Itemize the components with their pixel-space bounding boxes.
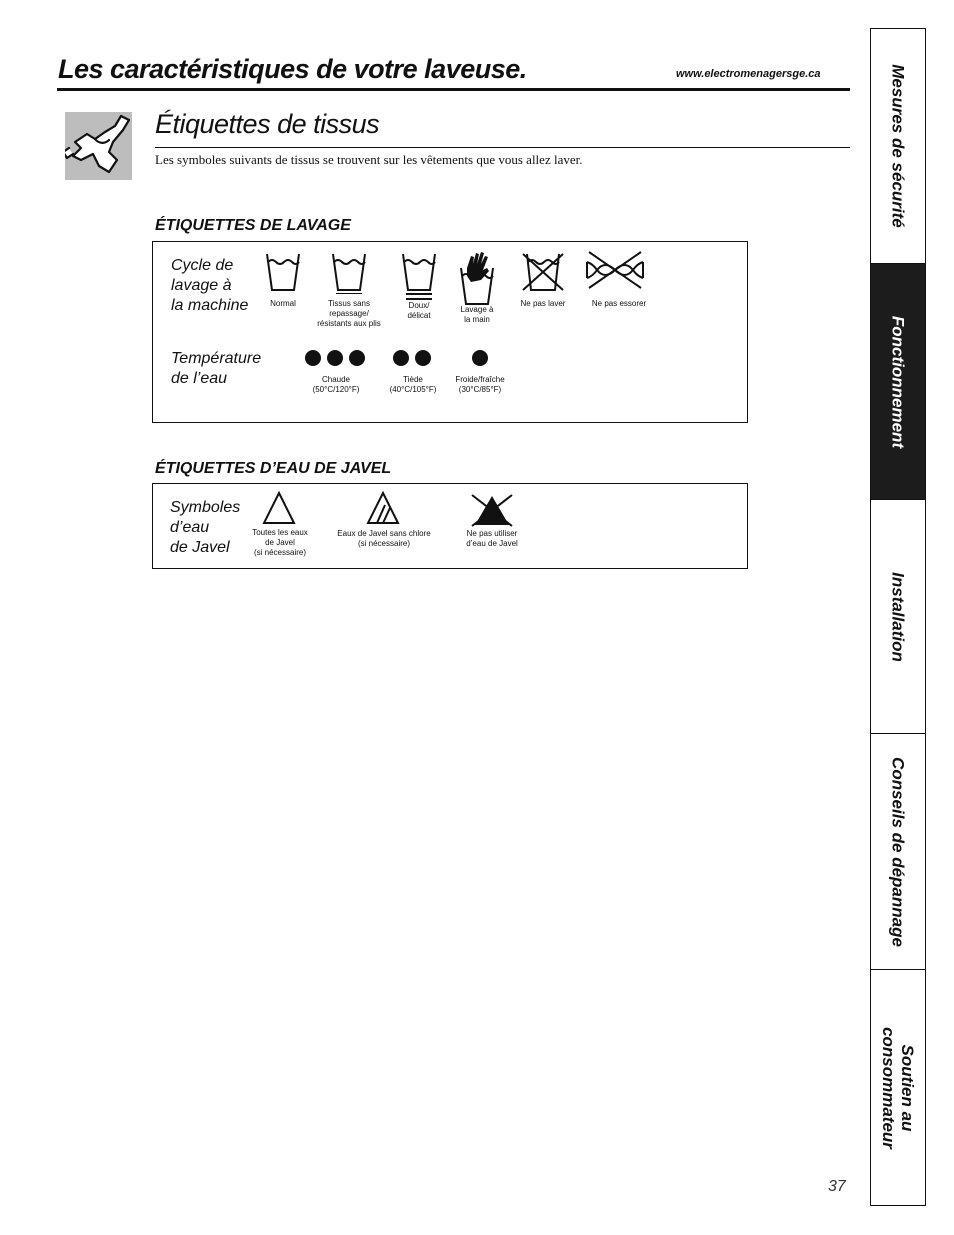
bleach-labels-heading: ÉTIQUETTES D’EAU DE JAVEL [155, 460, 392, 477]
section-divider [155, 147, 850, 148]
caption-any-bleach: Toutes les eaux de Javel (si nécessaire) [252, 528, 308, 557]
page-number: 37 [828, 1178, 846, 1195]
tab-label: Installation [888, 571, 908, 662]
section-title: Étiquettes de tissus [155, 109, 380, 139]
shirt-icon [65, 112, 132, 180]
website-url[interactable]: www.electromenagersge.ca [676, 68, 821, 80]
tab-conseils-de-depannage[interactable] [870, 734, 926, 970]
caption-warm: Tiède (40°C/105°F) [389, 375, 437, 394]
caption-normal: Normal [270, 299, 296, 308]
wash-tub-two-lines-icon [399, 250, 439, 307]
wash-labels-box [152, 241, 748, 423]
one-dot-icon [469, 348, 491, 373]
tab-installation[interactable] [870, 500, 926, 734]
hand-wash-icon [457, 250, 497, 313]
cycle-label: Cycle de lavage à la machine [171, 257, 249, 314]
caption-do-not-wring: Ne pas essorer [591, 299, 647, 308]
caption-do-not-wash: Ne pas laver [520, 299, 566, 308]
caption-hot: Chaude (50°C/120°F) [312, 375, 360, 394]
page-title: Les caractéristiques de votre laveuse. [58, 54, 527, 84]
tab-label: Conseils de dépannage [888, 756, 908, 947]
wash-labels-heading: ÉTIQUETTES DE LAVAGE [155, 217, 351, 234]
wash-tub-one-line-icon [329, 250, 369, 299]
tab-mesures-de-securite[interactable] [870, 28, 926, 264]
caption-non-chlorine-bleach: Eaux de Javel sans chlore (si nécessaire) [337, 529, 431, 548]
three-dots-icon [303, 348, 369, 373]
tab-fonctionnement[interactable] [870, 264, 926, 500]
title-divider [57, 88, 850, 91]
do-not-wring-icon [583, 250, 647, 295]
caption-cold: Froide/fraîche (30°C/85°F) [455, 375, 505, 394]
non-chlorine-bleach-icon [365, 490, 401, 531]
do-not-wash-icon [521, 252, 565, 297]
caption-permanent-press: Tissus sans repassage/ résistants aux plis [317, 299, 381, 328]
caption-do-not-bleach: Ne pas utiliser d’eau de Javel [466, 529, 518, 548]
do-not-bleach-icon [469, 492, 515, 533]
caption-delicate: Doux/ délicat [407, 301, 431, 320]
caption-hand-wash: Lavage à la main [460, 305, 494, 324]
bleach-triangle-icon [261, 490, 297, 531]
bleach-label: Symboles d’eau de Javel [170, 499, 241, 556]
bleach-labels-box [152, 483, 748, 569]
tab-label: Mesures de sécurité [888, 64, 908, 228]
two-dots-icon [391, 348, 435, 373]
intro-text: Les symboles suivants de tissus se trouvent sur les vêtements que vous allez laver. [155, 152, 583, 167]
temperature-label: Température de l’eau [171, 350, 262, 387]
tab-label: Soutien au consommateur [879, 1026, 917, 1149]
tab-soutien-au-consommateur[interactable] [870, 970, 926, 1206]
tab-label: Fonctionnement [888, 315, 908, 448]
wash-tub-icon [263, 250, 303, 299]
